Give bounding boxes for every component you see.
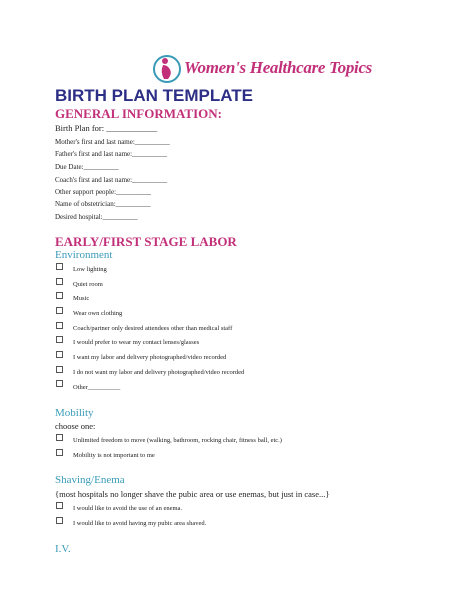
avoid-shaving-checkbox[interactable] bbox=[56, 517, 63, 524]
coach-only-checkbox[interactable] bbox=[56, 322, 63, 329]
mobility-heading: Mobility bbox=[55, 407, 94, 419]
general-info-heading: GENERAL INFORMATION: bbox=[55, 106, 222, 121]
quiet-room-label: Quiet room bbox=[73, 281, 103, 288]
shaving-enema-heading: Shaving/Enema bbox=[55, 474, 125, 486]
environment-heading: Environment bbox=[55, 249, 113, 261]
music-checkbox[interactable] bbox=[56, 292, 63, 299]
mother-name-field: Mother's first and last name:__________ bbox=[55, 138, 170, 146]
environment-other-label: Other__________ bbox=[73, 384, 121, 391]
photograph-yes-label: I want my labor and delivery photographed/video recorded bbox=[73, 354, 227, 361]
environment-other-checkbox[interactable] bbox=[56, 380, 63, 387]
support-people-field: Other support people:__________ bbox=[55, 188, 152, 196]
shaving-enema-note: {most hospitals no longer shave the pubic area or use enemas, but just in case...} bbox=[55, 489, 330, 499]
due-date-field: Due Date:__________ bbox=[55, 163, 119, 171]
coach-name-field: Coach's first and last name:__________ bbox=[55, 176, 168, 184]
desired-hospital-field: Desired hospital:__________ bbox=[55, 213, 138, 221]
avoid-enema-checkbox[interactable] bbox=[56, 502, 63, 509]
avoid-shaving-label: I would like to avoid having my pubic area shaved. bbox=[73, 520, 207, 527]
avoid-enema-label: I would like to avoid the use of an enema. bbox=[73, 505, 183, 512]
page-title: BIRTH PLAN TEMPLATE bbox=[55, 86, 254, 105]
early-labor-heading: EARLY/FIRST STAGE LABOR bbox=[55, 234, 237, 249]
photograph-no-checkbox[interactable] bbox=[56, 366, 63, 373]
own-clothing-checkbox[interactable] bbox=[56, 307, 63, 314]
iv-heading: I.V. bbox=[55, 543, 71, 555]
coach-only-label: Coach/partner only desired attendees other than medical staff bbox=[73, 325, 233, 332]
birth-plan-for-field: Birth Plan for: ____________ bbox=[55, 123, 158, 133]
low-lighting-label: Low lighting bbox=[73, 266, 107, 273]
own-clothing-label: Wear own clothing bbox=[73, 310, 123, 317]
mobility-note: choose one: bbox=[55, 421, 96, 431]
contact-lenses-label: I would prefer to wear my contact lenses/glasses bbox=[73, 339, 200, 346]
low-lighting-checkbox[interactable] bbox=[56, 263, 63, 270]
contact-lenses-checkbox[interactable] bbox=[56, 336, 63, 343]
unlimited-movement-checkbox[interactable] bbox=[56, 434, 63, 441]
logo-text: Women's Healthcare Topics bbox=[184, 58, 373, 77]
music-label: Music bbox=[73, 295, 90, 302]
logo bbox=[150, 52, 373, 86]
mobility-not-important-label: Mobility is not important to me bbox=[73, 452, 155, 459]
father-name-field: Father's first and last name:__________ bbox=[55, 150, 168, 158]
photograph-yes-checkbox[interactable] bbox=[56, 351, 63, 358]
pregnancy-figure-icon bbox=[150, 52, 184, 86]
unlimited-movement-label: Unlimited freedom to move (walking, bathroom, rocking chair, fitness ball, etc.) bbox=[73, 437, 282, 444]
quiet-room-checkbox[interactable] bbox=[56, 278, 63, 285]
photograph-no-label: I do not want my labor and delivery photographed/video recorded bbox=[73, 369, 245, 376]
obstetrician-field: Name of obstetrician:__________ bbox=[55, 200, 151, 208]
mobility-not-important-checkbox[interactable] bbox=[56, 449, 63, 456]
